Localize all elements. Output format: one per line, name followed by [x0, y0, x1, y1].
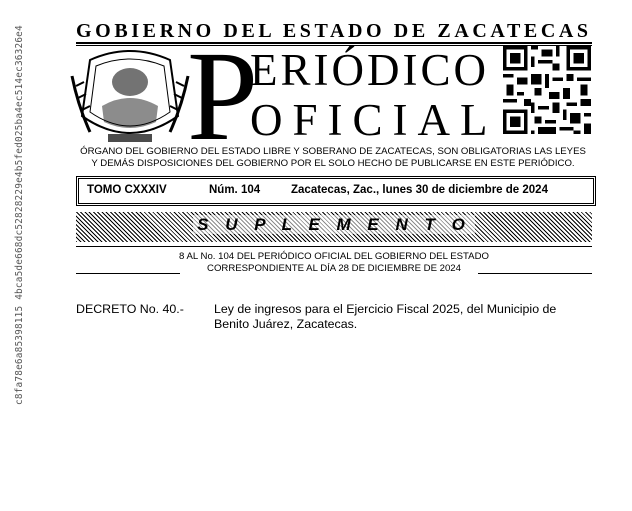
title-initial: P [187, 25, 259, 167]
supplement-label: S U P L E M E N T O [193, 215, 475, 234]
supplement-info [76, 251, 592, 275]
coat-of-arms-icon [68, 46, 192, 146]
tomo-label: TOMO CXXXIV [87, 184, 167, 196]
qr-code-icon [503, 46, 591, 134]
government-title: GOBIERNO DEL ESTADO DE ZACATECAS [76, 20, 592, 42]
organ-statement [70, 146, 596, 170]
decree-description: Ley de ingresos para el Ejercicio Fiscal 2025, del Municipio de Benito Juárez, Zacatecas. [214, 302, 557, 331]
issue-box [76, 176, 596, 206]
organ-line-2: Y DEMÁS DISPOSICIONES DEL GOBIERNO POR EL SOLO HECHO DE PUBLICARSE EN ESTE PERIÓDICO. [91, 158, 575, 169]
supplement-banner [76, 212, 592, 242]
decree-number: DECRETO No. 40.- [76, 302, 184, 316]
document-hash-text: c8fa78e6a85398115 4bca5de668dc52828229e4b5fed025ba4ec514ec36326e4 [14, 25, 25, 405]
title-periodico: ERIÓDICO [250, 45, 489, 95]
issue-number: Núm. 104 [209, 184, 261, 196]
supplement-rule-top [76, 246, 592, 247]
issue-place-date: Zacatecas, Zac., lunes 30 de diciembre de 2024 [291, 184, 548, 196]
supplement-line-2: CORRESPONDIENTE AL DÍA 28 DE DICIEMBRE DE 2024 [207, 263, 461, 274]
title-oficial: OFICIAL [250, 95, 498, 145]
organ-line-1: ÓRGANO DEL GOBIERNO DEL ESTADO LIBRE Y SOBERANO DE ZACATECAS, SON OBLIGATORIAS LAS LEYES [80, 146, 586, 157]
supplement-line-1: 8 AL No. 104 DEL PERIÓDICO OFICIAL DEL GOBIERNO DEL ESTADO [179, 251, 489, 262]
document-hash [4, 0, 25, 410]
supplement-rule-right [478, 273, 592, 274]
supplement-rule-left [76, 273, 180, 274]
header-rule [76, 42, 592, 44]
